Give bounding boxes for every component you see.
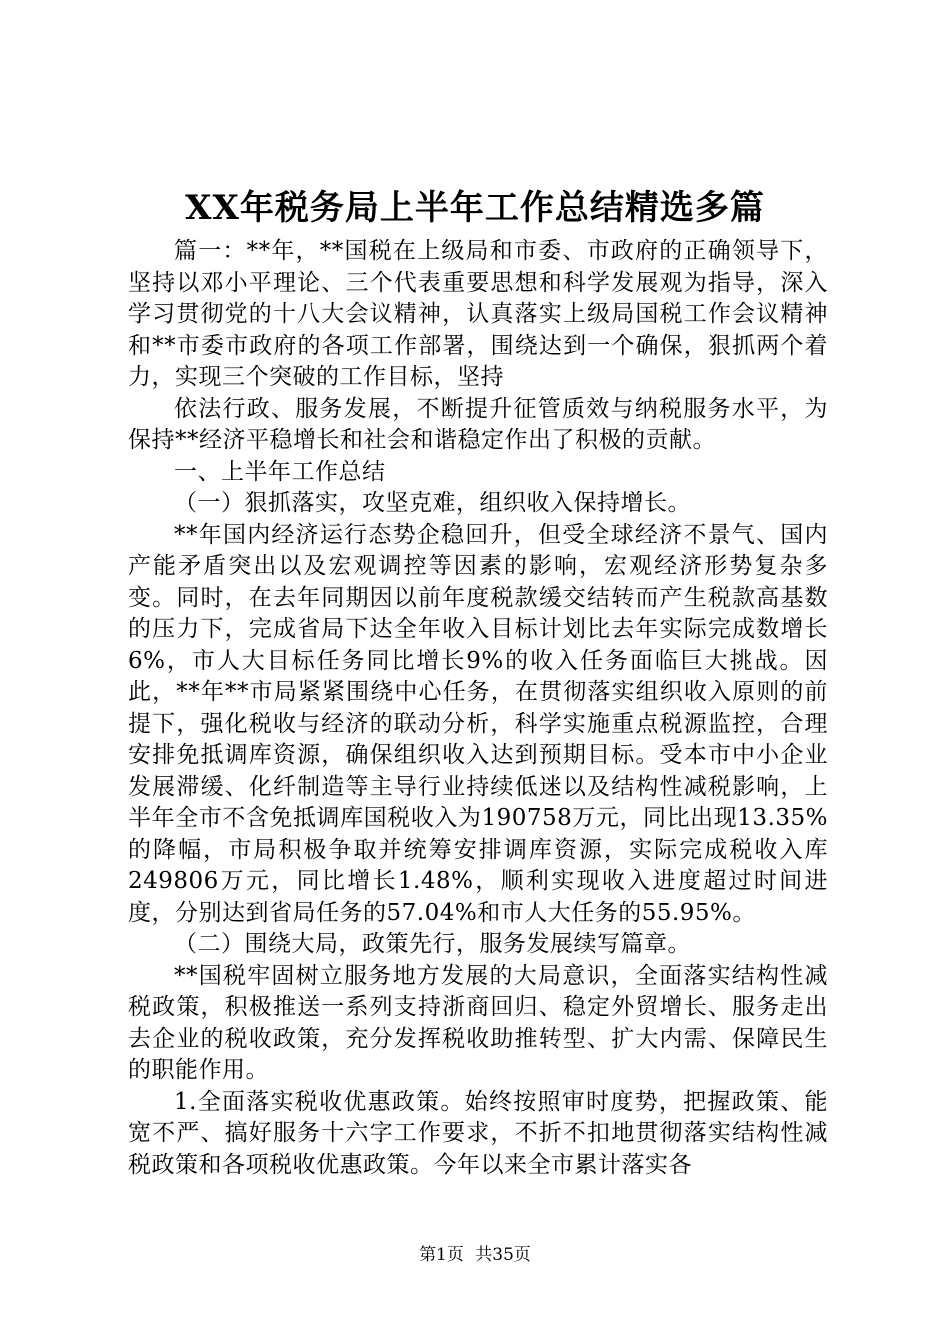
subsection-heading-1: （一）狠抓落实，攻坚克难，组织收入保持增长。	[174, 490, 691, 516]
subsection-heading-2: （二）围绕大局，政策先行，服务发展续写篇章。	[174, 931, 691, 957]
page-footer	[0, 1244, 950, 1266]
section-heading-1: 一、上半年工作总结	[174, 458, 386, 485]
paragraph-4: **国税牢固树立服务地方发展的大局意识，全面落实结构性减税政策，积极推送一系列支持浙商回归、稳定外贸增长、服务走出去企业的税收政策，充分发挥税收助推转型、扩大内需、保障民生的职能作用。	[128, 962, 828, 1083]
page-number: 第1页	[419, 1245, 464, 1265]
paragraph-2: 依法行政、服务发展，不断提升征管质效与纳税服务水平，为保持**经济平稳增长和社会和谐稳定作出了积极的贡献。	[128, 395, 828, 453]
paragraph-5: 1.全面落实税收优惠政策。始终按照审时度势，把握政策、能宽不严、搞好服务十六字工作要求，不折不扣地贯彻落实结构性减税政策和各项税收优惠政策。今年以来全市累计落实各	[128, 1088, 828, 1178]
paragraph-3: **年国内经济运行态势企稳回升，但受全球经济不景气、国内产能矛盾突出以及宏观调控等因素的影响，宏观经济形势复杂多变。同时，在去年同期因以前年度税款缓交结转而产生税款高基数的压力下，完成省局下达全年收入目标计划比去年实际完成数增长6%，市人大目标任务同比增长9%的收入任务面临巨大挑战。因此，**年**市局紧紧围绕中心任务，在贯彻落实组织收入原则的前提下，强化税收与经济的联动分析，科学实施重点税源监控，合理安排免抵调库资源，确保组织收入达到预期目标。受本市中小企业发展滞缓、化纤制造等主导行业持续低迷以及结构性减税影响，上半年全市不含免抵调库国税收入为190758万元，同比出现13.35%的降幅，市局积极争取并统筹安排调库资源，实际完成税收入库249806万元，同比增长1.48%，顺利实现收入进度超过时间进度，分别达到省局任务的57.04%和市人大任务的55.95%。	[128, 521, 828, 926]
page-total: 共35页	[475, 1245, 531, 1265]
document-title: XX年税务局上半年工作总结精选多篇	[185, 188, 765, 228]
document-body	[128, 236, 828, 1181]
paragraph-1: 篇一：**年，**国税在上级局和市委、市政府的正确领导下，坚持以邓小平理论、三个代表重要思想和科学发展观为指导，深入学习贯彻党的十八大会议精神，认真落实上级局国税工作会议精神和**市委市政府的各项工作部署，围绕达到一个确保，狠抓两个着力，实现三个突破的工作目标，坚持	[128, 238, 828, 390]
